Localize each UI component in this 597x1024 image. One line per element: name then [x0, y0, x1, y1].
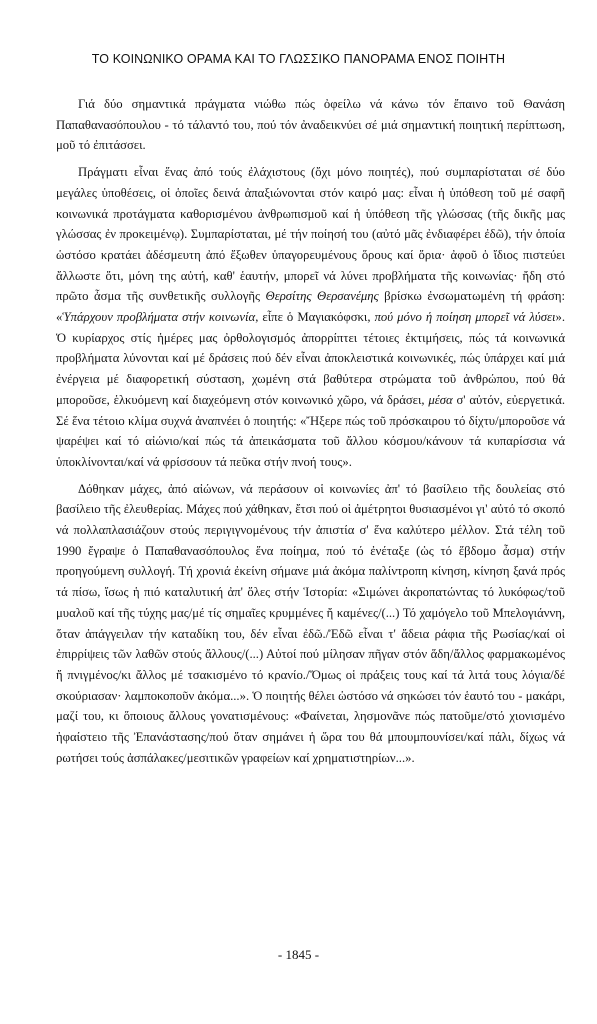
- text-run: , εἶπε ὁ Μαγιακόφσκι,: [255, 310, 375, 325]
- paragraph: Γιά δύο σημαντικά πράγματα νιώθω πώς ὀφείλω νά κάνω τόν ἔπαινο τοῦ Θανάση Παπαθανασόπουλου - τό τάλαντό του, πού τόν ἀναδεικνύει σέ μιά σημαντική ποιητική περίπτωση, μοῦ τό ἐπιτάσσει.: [56, 97, 565, 153]
- quote-text: πού μόνο ἡ ποίηση μπορεῖ νά λύσει: [374, 310, 556, 325]
- paragraph: Δόθηκαν μάχες, ἀπό αἰώνων, νά περάσουν οἱ κοινωνίες ἀπ' τό βασίλειο τῆς δουλείας στό βασίλειο τῆς ἐλευθερίας. Μάχες πού χάθηκαν, ἔτσι πού οἱ ἀμέτρητοι θυσιασμένοι γι' αὐτό τό σκοπό νά πολλαπλασιάζουν στούς περιγιγνομένους τήν ἀπιστία σ' ἕνα καλύτερο μέλλον. Στά τέλη τοῦ 1990 ἔγραψε ὁ Παπαθανασόπουλος ἕνα ποίημα, πού τό ἐνέταξε (ὡς τό ἕβδομο ἆσμα) στήν προηγούμενη συλλογή. Τή χρονιά ἐκείνη σήμανε μιά ἀκόμα παλίντροπη κίνηση, κίνηση ξανά πρός τά πίσω, ἴσως ἡ πιό καταλυτική ἀπ' ὅλες στήν Ἱστορία: «Σιμώνει ἀκροπατώντας τό λυκόφως/τοῦ μυαλοῦ καί τῆς τύχης μας/μέ τίς σημαῖες κρυμμένες ἤ καμένες/(...) Τό χαμόγελο τοῦ Μπελογιάννη, ὅταν ἀπάγγειλαν τήν καταδίκη του, δέν εἶναι ἐδῶ./Ἐδῶ εἶναι τ' ἄδεια ράφια τῆς Ρωσίας/καί οἱ ἐπιρρίψεις τῶν λαθῶν στούς ἄλλους/(...) Αὐτοί πού μίλησαν πῆγαν στόν ἅδη/ἄλλος φαρμακωμένος ἤ πνιγμένος/κι ἄλλος μέ τσακισμένο τό κρανίο./Ὅμως οἱ πράξεις τους καί τά λιτά τους λόγια/δέ σκούριασαν· λαμποκοποῦν ἀκόμα...». Ὁ ποιητής θέλει ὡστόσο νά σηκώσει τόν ἑαυτό του - μακάρι, μαζί του, κι ὅποιους ἄλλους γονατισμένους: «Φαίνεται, λησμονᾶνε πώς πατοῦμε/στό χιονισμένο ἡφαίστειο τῆς Ἐπανάστασης/πού ὅταν σημάνει ἡ ὥρα του θά μπουμπουνίσει/καί πάλι, δίχως νά ρωτήσει τούς ἀσπάλακες/μεσιτικῶν γραφείων καί χρηματιστηρίων...».: [56, 481, 565, 765]
- text-run: βρίσκω ἐνσωματωμένη τή φράση: «: [56, 289, 566, 325]
- text-run: Πράγματι εἶναι ἕνας ἀπό τούς ἐλάχιστους (ὄχι μόνο ποιητές), πού συμπαρίσταται σέ δύο μεγάλες ὑποθέσεις, οἱ ὁποῖες δεινά ἀπαξιώνονται στόν καιρό μας: εἶναι ἡ ὑπόθεση τοῦ μέ σαφῆ κοινωνικά προτάγματα καθορισμένου ἀνθρωπισμοῦ καί ἡ ὑπόθεση τῆς γλώσσας (τῆς δικῆς μας γλώσσας ἐν προκειμένῳ). Συμπαρίσταται, μέ τήν ποίησή του (αὐτό μᾶς ἐνδιαφέρει ἐδῶ), τήν ὁποία ὡστόσο κρατάει ἀδέσμευτη ἀπό ἔξωθεν ὑπαγορευμένους ὅρους καί ὅρια· ἀφοῦ ὁ ἴδιος πιστεύει ἄλλωστε ὅτι, μόνη της αὐτή, καθ' ἑαυτήν, μπορεῖ νά λύνει προβλήματα τῆς κοινωνίας· ἤδη στό πρῶτο ἆσμα τῆς συνθετικῆς συλλογῆς: [56, 165, 565, 304]
- book-title: Θερσίτης Θερσανέμης: [265, 289, 379, 304]
- quote-text: Ὑπάρχουν προβλήματα στήν κοινωνία: [62, 310, 256, 325]
- running-header: ΤΟ ΚΟΙΝΩΝΙΚΟ ΟΡΑΜΑ ΚΑΙ ΤΟ ΓΛΩΣΣΙΚΟ ΠΑΝΟΡΑΜΑ ΕΝΟΣ ΠΟΙΗΤΗ: [91, 52, 506, 66]
- paragraph: [56, 162, 565, 473]
- body-text: [56, 94, 565, 769]
- emphasis-text: μέσα: [428, 392, 453, 407]
- text-run: σ' αὐτόν, εὐεργετικά. Σέ ἕνα τέτοιο κλίμα συχνά ἀναπνέει ὁ ποιητής: «Ἤξερε πώς τοῦ πρόσκαιρου τό δίχτυ/μποροῦσε νά ψαρέψει καί τό αἰώνιο/καί πώς τά ἀπεικάσματα τοῦ ἄλλου κόσμου/κάνουν τά κυπαρίσσια νά ὑποκλίνονται/καί νά φρίσσουν τά πεῦκα στήν πνοή τους».: [56, 392, 566, 469]
- page-number: - 1845 -: [277, 947, 320, 962]
- text-run: ». Ὁ κυρίαρχος στίς ἡμέρες μας ὀρθολογισμός ἀπορρίπτει τέτοιες ἐκτιμήσεις, πώς τά κοινωνικά προβλήματα λύνονται καί μέ δράσεις πού δέν εἶναι ἀποκλειστικά κοινωνικές, πώς ὑπάρχει καί μιά ἐνέργεια μέ διαφορετική σύσταση, χωμένη στά βαθύτερα στρώματα τοῦ ἀνθρώπου, πού θά μποροῦσε, ἑλκυόμενη καί διαχεόμενη στόν κοινωνικό χῶρο, νά δράσει,: [56, 310, 565, 407]
